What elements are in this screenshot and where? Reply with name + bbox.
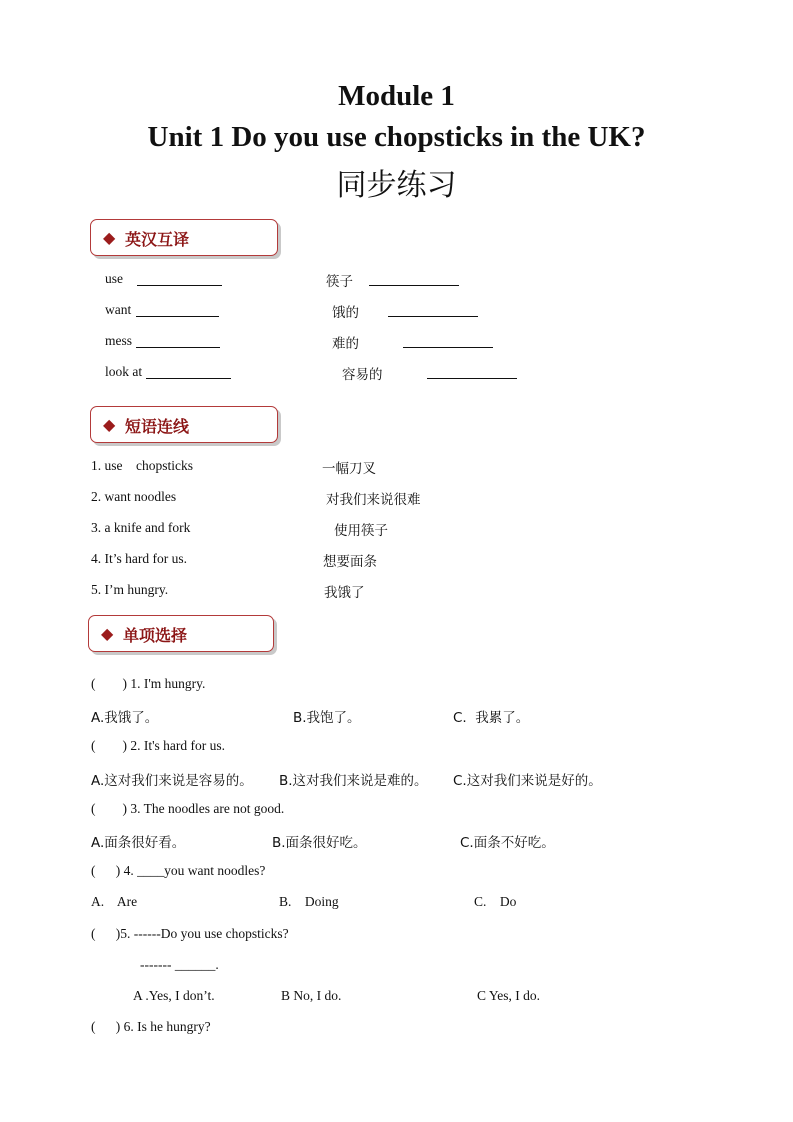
question-5: ( )5. ------Do you use chopsticks? <box>91 926 289 941</box>
match-left-2: 2. want noodles <box>91 489 177 504</box>
translate-cn-4: 容易的 <box>342 367 383 383</box>
section-header-translate <box>90 219 278 256</box>
match-left-5: 5. I’m hungry. <box>91 582 169 597</box>
option-a[interactable]: A.面条很好看。 <box>91 835 186 851</box>
answer-blank[interactable] <box>137 285 222 286</box>
section-label: 英汉互译 <box>125 230 190 249</box>
option-b[interactable]: B No, I do. <box>281 988 342 1003</box>
option-a[interactable]: A. Are <box>91 894 138 909</box>
diamond-icon: ◆ <box>103 415 116 434</box>
match-right-4: 想要面条 <box>323 554 377 570</box>
match-right-1: 一幅刀叉 <box>322 461 376 477</box>
match-left-4: 4. It’s hard for us. <box>91 551 187 566</box>
page-title: Module 1 <box>338 80 455 112</box>
question-6: ( ) 6. Is he hungry? <box>91 1019 211 1034</box>
translate-en-1: use <box>105 271 123 286</box>
match-left-3: 3. a knife and fork <box>91 520 191 535</box>
option-c[interactable]: C. 我累了。 <box>453 710 530 726</box>
option-b[interactable]: B. Doing <box>279 894 339 909</box>
answer-blank[interactable] <box>427 378 517 379</box>
match-right-2: 对我们来说很难 <box>326 492 421 508</box>
section-label: 短语连线 <box>125 417 190 436</box>
translate-cn-2: 饿的 <box>332 305 359 321</box>
answer-blank[interactable] <box>388 316 478 317</box>
question-4: ( ) 4. ____you want noodles? <box>91 863 266 878</box>
answer-blank[interactable] <box>136 316 219 317</box>
section-header-matching <box>90 406 278 443</box>
diamond-icon: ◆ <box>103 228 116 247</box>
section-header-choice <box>88 615 274 652</box>
option-b[interactable]: B.我饱了。 <box>293 710 361 726</box>
option-c[interactable]: C. Do <box>474 894 517 909</box>
match-left-1: 1. use chopsticks <box>91 458 193 473</box>
translate-en-2: want <box>105 302 132 317</box>
answer-blank[interactable] <box>369 285 459 286</box>
diamond-icon: ◆ <box>101 624 114 643</box>
match-right-5: 我饿了 <box>324 585 365 601</box>
translate-en-4: look at <box>105 364 143 379</box>
exercise-title: 同步练习 <box>336 168 457 203</box>
question-3: ( ) 3. The noodles are not good. <box>91 801 285 816</box>
unit-title: Unit 1 Do you use chopsticks in the UK? <box>147 121 646 153</box>
option-b[interactable]: B.面条很好吃。 <box>272 835 367 851</box>
answer-blank[interactable] <box>146 378 231 379</box>
option-c[interactable]: C.这对我们来说是好的。 <box>453 773 602 789</box>
translate-cn-3: 难的 <box>332 336 359 352</box>
answer-blank[interactable] <box>136 347 220 348</box>
translate-en-3: mess <box>105 333 132 348</box>
question-2: ( ) 2. It's hard for us. <box>91 738 226 753</box>
option-c[interactable]: C.面条不好吃。 <box>460 835 555 851</box>
question-5-response: ------- ______. <box>140 957 219 972</box>
question-1: ( ) 1. I'm hungry. <box>91 676 206 691</box>
translate-cn-1: 筷子 <box>326 274 353 290</box>
match-right-3: 使用筷子 <box>334 523 388 539</box>
option-a[interactable]: A.我饿了。 <box>91 710 159 726</box>
option-c[interactable]: C Yes, I do. <box>477 988 541 1003</box>
section-label: 单项选择 <box>123 626 188 645</box>
option-b[interactable]: B.这对我们来说是难的。 <box>279 773 428 789</box>
option-a[interactable]: A .Yes, I don’t. <box>133 988 215 1003</box>
option-a[interactable]: A.这对我们来说是容易的。 <box>91 773 253 789</box>
answer-blank[interactable] <box>403 347 493 348</box>
